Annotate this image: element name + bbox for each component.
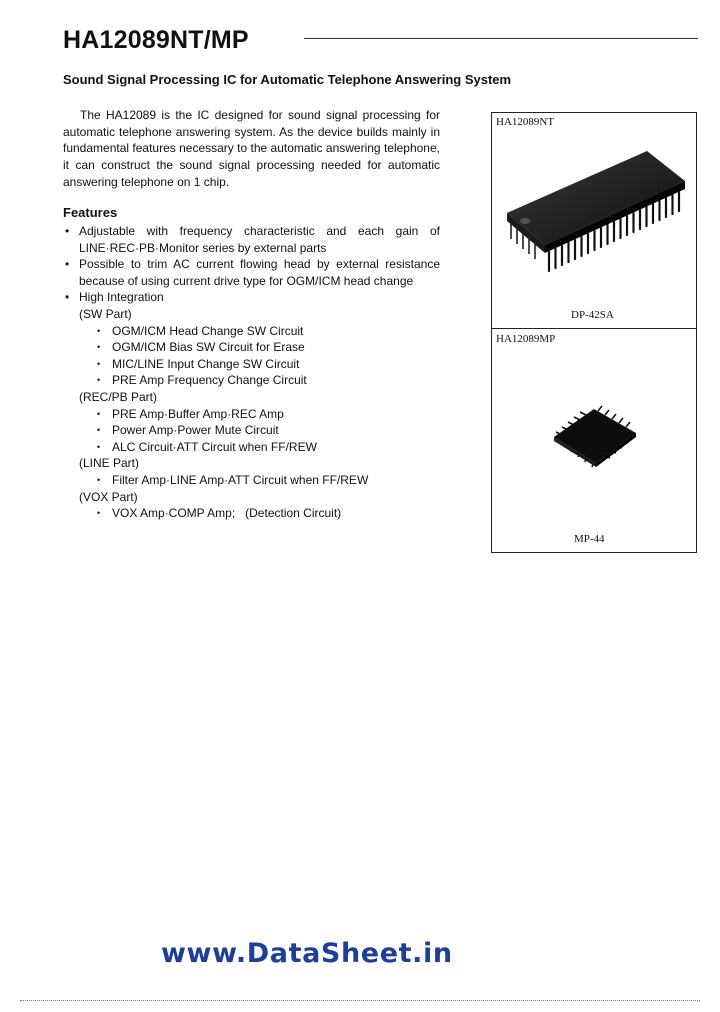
group-label-line: (LINE Part) — [79, 456, 140, 471]
bullet-icon: • — [65, 224, 70, 238]
sub-item — [63, 422, 440, 439]
footer-rule — [20, 1000, 700, 1001]
sub-item-text: OGM/ICM Head Change SW Circuit — [112, 323, 304, 338]
group-label-sw: (SW Part) — [79, 306, 132, 321]
group-label-rec-pb: (REC/PB Part) — [79, 389, 158, 404]
feature-text: Possible to trim AC current flowing head by external resistance because of using current drive type for OGM/ICM head change — [79, 257, 440, 288]
bullet-icon: • — [97, 358, 101, 369]
feature-item — [63, 289, 440, 306]
package-divider — [492, 328, 696, 329]
watermark-link[interactable]: www.DataSheet.in — [161, 938, 453, 969]
intro-paragraph: The HA12089 is the IC designed for sound signal processing for automatic telephone answering system. As the device builds mainly in fundamental features necessary to the automatic answering telephone, it can construct the sound signal processing needed for automatic answering telephone on 1 chip. — [63, 108, 440, 189]
document-title: HA12089NT/MP — [63, 26, 249, 54]
sub-item-text: Power Amp·Power Mute Circuit — [112, 423, 279, 438]
bullet-icon: • — [97, 375, 101, 386]
feature-text: High Integration — [79, 290, 164, 305]
sub-item — [63, 439, 440, 456]
bullet-icon: • — [97, 425, 101, 436]
sub-item — [63, 472, 440, 489]
sub-item-text: OGM/ICM Bias SW Circuit for Erase — [112, 340, 305, 355]
package-code-dp: DP-42SA — [571, 309, 614, 321]
dip-package-icon — [497, 143, 693, 293]
sub-item-text: VOX Amp·COMP Amp; (Detection Circuit) — [112, 506, 342, 521]
sub-item-text: ALC Circuit·ATT Circuit when FF/REW — [112, 439, 317, 454]
sub-item-text: PRE Amp·Buffer Amp·REC Amp — [112, 406, 284, 421]
features-heading: Features — [63, 205, 118, 220]
qfp-package-icon — [544, 405, 644, 475]
bullet-icon: • — [65, 257, 70, 272]
sub-item-text: Filter Amp·LINE Amp·ATT Circuit when FF/REW — [112, 472, 369, 487]
bullet-icon: • — [65, 290, 70, 305]
sub-item — [63, 356, 440, 373]
features-list — [63, 223, 440, 522]
sub-item-text: PRE Amp Frequency Change Circuit — [112, 373, 307, 388]
bullet-icon: • — [97, 325, 101, 336]
package-code-mp: MP-44 — [574, 533, 605, 545]
package-name-nt: HA12089NT — [496, 116, 555, 128]
bullet-icon: • — [97, 474, 101, 485]
bullet-icon: • — [97, 508, 101, 519]
bullet-icon: • — [97, 342, 101, 353]
sub-item — [63, 372, 440, 389]
sub-item — [63, 406, 440, 423]
feature-text: Adjustable with frequency characteristic and each gain of LINE·REC·PB·Monitor series by external parts — [79, 224, 440, 255]
sub-item — [63, 323, 440, 340]
sub-item-text: MIC/LINE Input Change SW Circuit — [112, 356, 300, 371]
feature-item — [63, 223, 440, 256]
bullet-icon: • — [97, 408, 101, 419]
title-rule — [304, 38, 698, 39]
bullet-icon: • — [97, 441, 101, 452]
package-name-mp: HA12089MP — [496, 333, 556, 345]
document-subtitle: Sound Signal Processing IC for Automatic Telephone Answering System — [63, 72, 512, 87]
sub-item — [63, 339, 440, 356]
feature-item — [63, 256, 440, 289]
sub-item — [63, 505, 440, 522]
package-box — [491, 112, 697, 553]
group-label-vox: (VOX Part) — [79, 489, 138, 504]
